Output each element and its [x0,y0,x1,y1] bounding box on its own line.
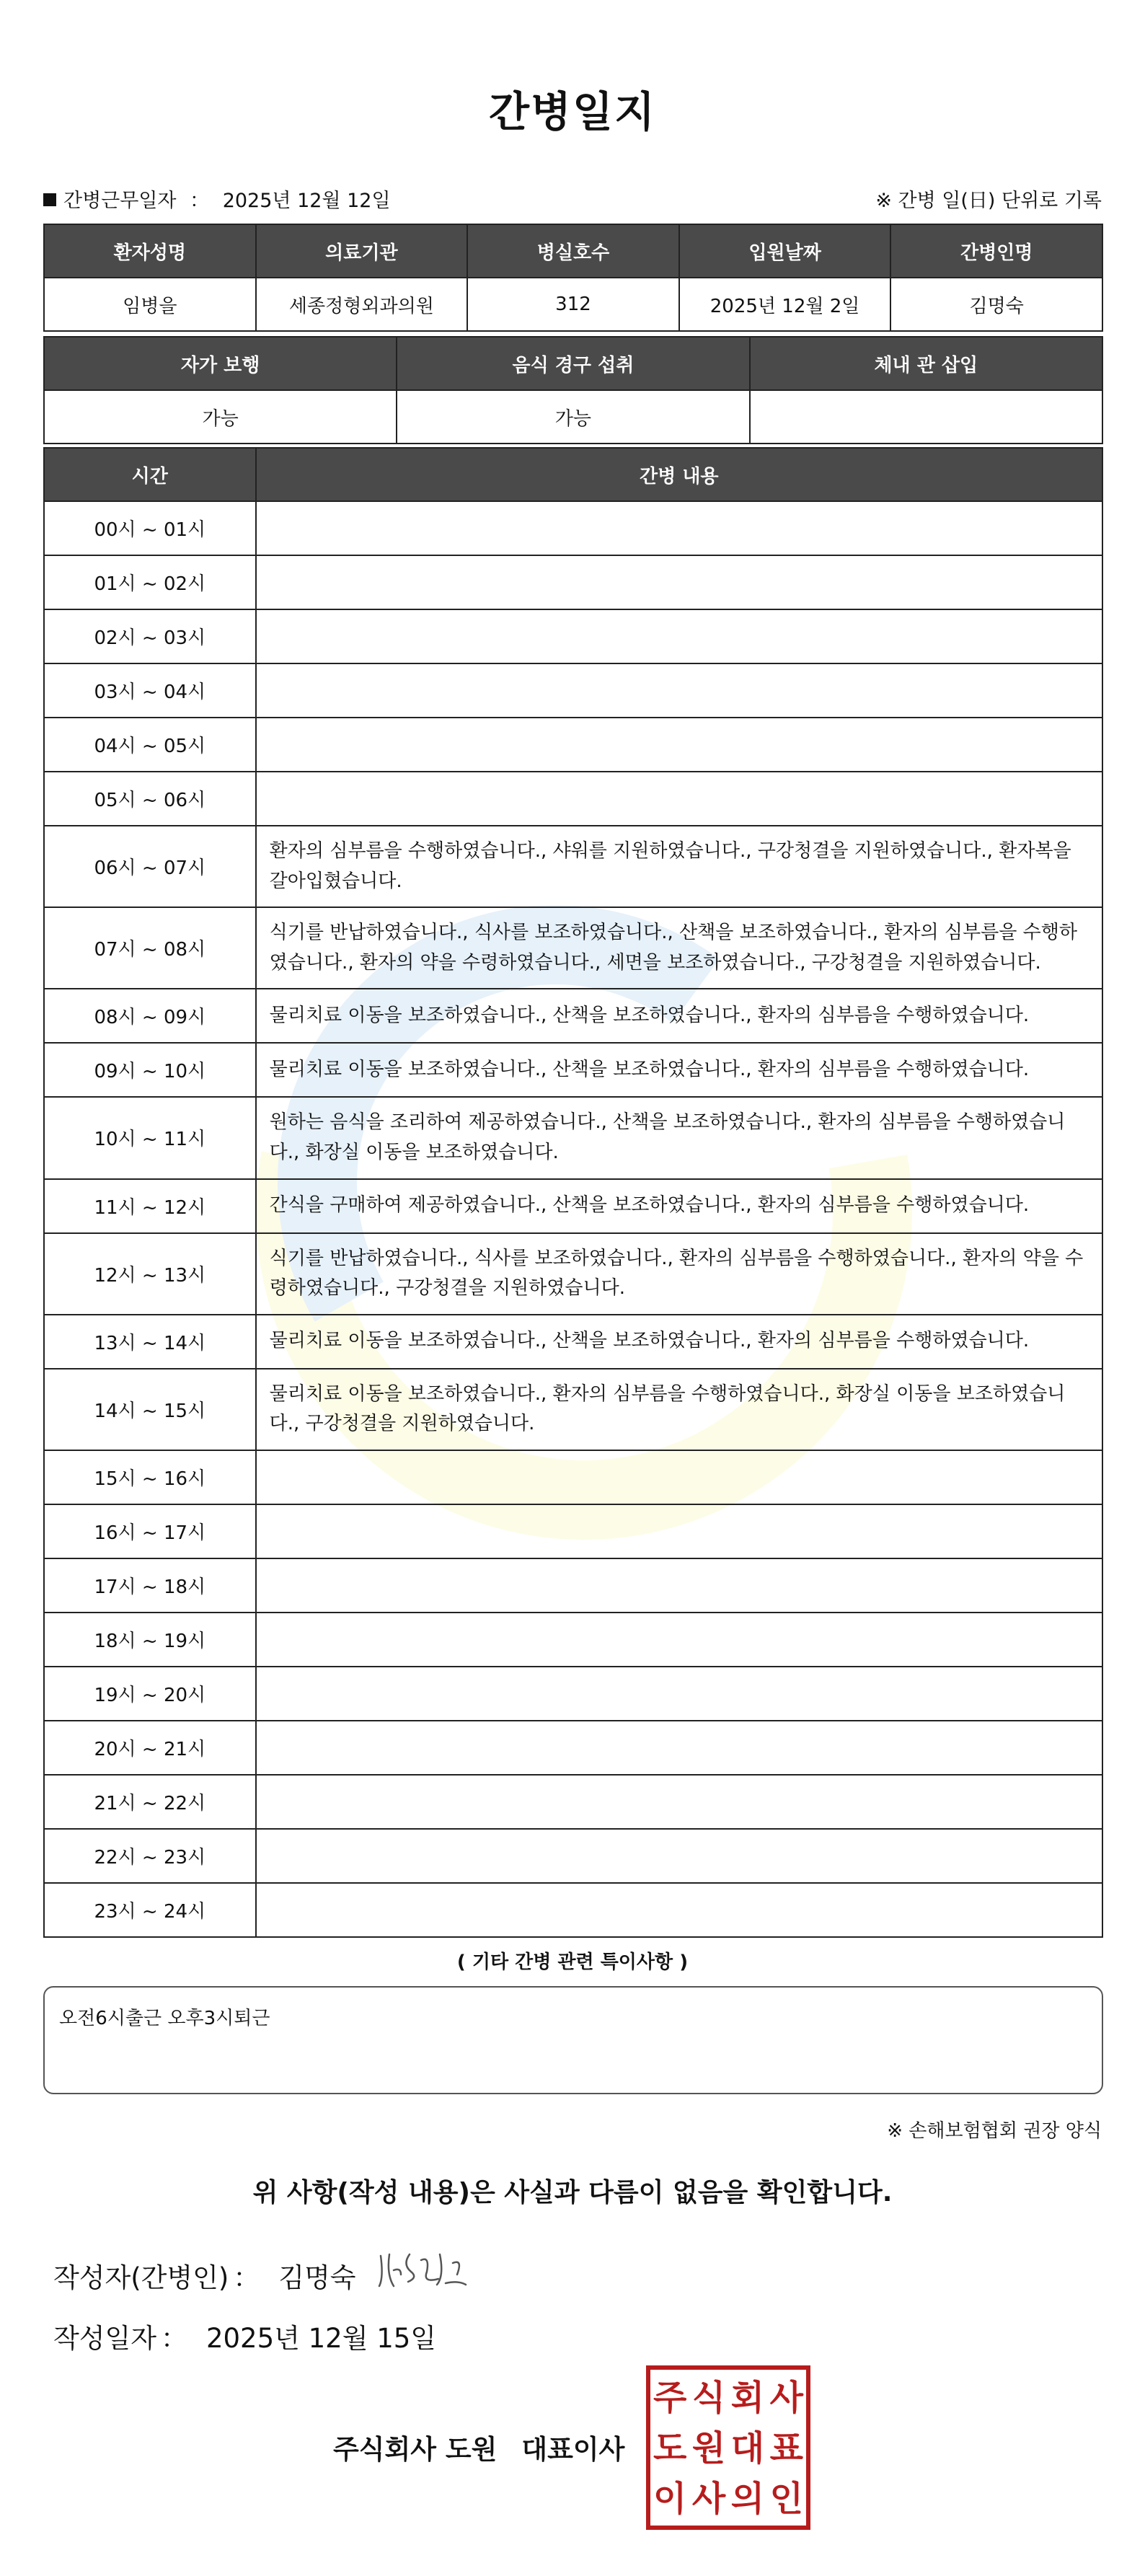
log-content [256,1829,1102,1883]
log-time: 20시 ~ 21시 [44,1721,256,1775]
written-date-label: 작성일자 [53,2323,156,2354]
seal-glyph: 의 [730,2479,765,2519]
written-date-value: 2025년 12월 15일 [205,2323,437,2354]
care-log-header-row [44,448,1102,501]
confirmation-statement: 위 사항(작성 내용)은 사실과 다름이 없음을 확인합니다. [252,2178,893,2207]
writer-name: 김명숙 [278,2262,356,2293]
table-row [44,1613,1102,1667]
header-hospital: 의료기관 [256,224,468,278]
log-time: 15시 ~ 16시 [44,1450,256,1504]
oral-intake-value: 가능 [397,390,749,444]
seal-glyph: 인 [769,2479,803,2519]
table-row [44,907,1102,989]
log-content: 식기를 반납하였습니다., 식사를 보조하였습니다., 환자의 심부름을 수행하였습니다., 환자의 약을 수령하였습니다., 구강청결을 지원하였습니다. [256,1233,1102,1315]
log-content [256,718,1102,772]
written-date-line [53,2316,436,2355]
seal-row [653,2373,803,2423]
form-note: ※ 손해보험협회 권장 양식 [887,2120,1102,2142]
table-row [44,1315,1102,1369]
writer-signature [368,2241,483,2299]
log-time: 06시 ~ 07시 [44,826,256,907]
log-time: 00시 ~ 01시 [44,501,256,555]
care-date-label: 간병근무일자 [63,190,177,212]
care-log-body [44,501,1102,1937]
log-time: 07시 ~ 08시 [44,907,256,989]
log-time: 23시 ~ 24시 [44,1883,256,1937]
table-row [44,555,1102,609]
seal-row [653,2423,803,2474]
log-time: 12시 ~ 13시 [44,1233,256,1315]
writer-label: 작성자(간병인) [53,2262,229,2293]
log-content: 원하는 음식을 조리하여 제공하였습니다., 산책을 보조하였습니다., 환자의 심부름을 수행하였습니다., 화장실 이동을 보조하였습니다. [256,1097,1102,1178]
patient-info-header-row [44,224,1102,278]
written-date-separator: ： [160,2323,187,2354]
log-content: 물리치료 이동을 보조하였습니다., 산책을 보조하였습니다., 환자의 심부름을 수행하였습니다. [256,1315,1102,1369]
log-content [256,555,1102,609]
table-row [44,1558,1102,1613]
company-line [333,2427,624,2466]
care-log-table [43,447,1103,1938]
log-content [256,501,1102,555]
table-row [44,1179,1102,1233]
care-date-line [43,185,391,213]
log-time: 09시 ~ 10시 [44,1043,256,1097]
table-row [44,826,1102,907]
log-time: 08시 ~ 09시 [44,989,256,1043]
log-time: 14시 ~ 15시 [44,1369,256,1450]
square-bullet-icon [43,193,56,206]
header-caregiver-name: 간병인명 [890,224,1102,278]
company-seal [646,2365,810,2530]
log-content [256,1667,1102,1721]
status-value-row [44,390,1102,444]
log-content: 물리치료 이동을 보조하였습니다., 산책을 보조하였습니다., 환자의 심부름을 수행하였습니다. [256,989,1102,1043]
log-content [256,1883,1102,1937]
log-time: 02시 ~ 03시 [44,609,256,663]
seal-glyph: 표 [769,2428,803,2469]
patient-status-table [43,336,1103,444]
header-care-content: 간병 내용 [256,448,1102,501]
self-walking-value: 가능 [44,390,397,444]
table-row [44,1883,1102,1937]
hospital-name: 세종정형외과의원 [256,278,468,331]
notes-box [43,1986,1103,2094]
table-row [44,772,1102,826]
log-time: 05시 ~ 06시 [44,772,256,826]
log-content: 간식을 구매하여 제공하였습니다., 산책을 보조하였습니다., 환자의 심부름을 수행하였습니다. [256,1179,1102,1233]
log-content [256,609,1102,663]
seal-glyph: 회 [730,2378,765,2418]
log-content [256,663,1102,718]
seal-glyph: 원 [691,2428,726,2469]
log-content [256,1775,1102,1829]
log-time: 19시 ~ 20시 [44,1667,256,1721]
unit-note: ※ 간병 일(日) 단위로 기록 [875,190,1102,212]
care-date-separator: ： [190,190,210,212]
log-time: 21시 ~ 22시 [44,1775,256,1829]
seal-glyph: 주 [653,2378,687,2418]
log-time: 18시 ~ 19시 [44,1613,256,1667]
log-content [256,772,1102,826]
log-content: 환자의 심부름을 수행하였습니다., 샤워를 지원하였습니다., 구강청결을 지원하였습니다., 환자복을 갈아입혔습니다. [256,826,1102,907]
admission-date: 2025년 12월 2일 [679,278,891,331]
log-content: 식기를 반납하였습니다., 식사를 보조하였습니다., 산책을 보조하였습니다., 환자의 심부름을 수행하였습니다., 환자의 약을 수령하였습니다., 세면을 보조하였습니다., 구강청결을 지원하였습니다. [256,907,1102,989]
company-name: 주식회사 도원 [333,2434,498,2465]
table-row [44,1097,1102,1178]
log-time: 16시 ~ 17시 [44,1504,256,1558]
log-content [256,1450,1102,1504]
log-time: 13시 ~ 14시 [44,1315,256,1369]
log-time: 22시 ~ 23시 [44,1829,256,1883]
log-time: 11시 ~ 12시 [44,1179,256,1233]
log-time: 10시 ~ 11시 [44,1097,256,1178]
log-content: 물리치료 이동을 보조하였습니다., 환자의 심부름을 수행하였습니다., 화장실 이동을 보조하였습니다., 구강청결을 지원하였습니다. [256,1369,1102,1450]
table-row [44,1043,1102,1097]
status-header-row [44,337,1102,390]
log-time: 03시 ~ 04시 [44,663,256,718]
log-time: 17시 ~ 18시 [44,1558,256,1613]
patient-info-table [43,224,1103,332]
log-time: 01시 ~ 02시 [44,555,256,609]
log-content: 물리치료 이동을 보조하였습니다., 산책을 보조하였습니다., 환자의 심부름을 수행하였습니다. [256,1043,1102,1097]
log-content [256,1558,1102,1613]
seal-glyph: 사 [769,2378,803,2418]
seal-glyph: 도 [653,2428,687,2469]
header-oral-intake: 음식 경구 섭취 [397,337,749,390]
seal-glyph: 식 [691,2378,726,2418]
seal-glyph: 이 [653,2479,687,2519]
notes-heading: ( 기타 간병 관련 특이사항 ) [456,1951,689,1973]
care-date-value: 2025년 12월 12일 [222,190,391,212]
patient-name: 임병을 [44,278,256,331]
table-row [44,1450,1102,1504]
table-row [44,1233,1102,1315]
log-time: 04시 ~ 05시 [44,718,256,772]
tube-insertion-value [750,390,1102,444]
table-row [44,718,1102,772]
writer-separator: ： [233,2262,260,2293]
log-content [256,1613,1102,1667]
log-content [256,1721,1102,1775]
log-content [256,1504,1102,1558]
table-row [44,663,1102,718]
page-title: 간병일지 [488,87,657,136]
header-room-number: 병실호수 [467,224,679,278]
patient-info-value-row [44,278,1102,331]
table-row [44,1504,1102,1558]
table-row [44,1667,1102,1721]
notes-text: 오전6시출근 오후3시퇴근 [59,2008,270,2029]
table-row [44,501,1102,555]
writer-line [53,2256,356,2295]
table-row [44,1721,1102,1775]
seal-glyph: 대 [730,2428,765,2469]
header-patient-name: 환자성명 [44,224,256,278]
header-admission-date: 입원날짜 [679,224,891,278]
header-time: 시간 [44,448,256,501]
seal-row [653,2474,803,2524]
company-title: 대표이사 [521,2434,625,2465]
seal-glyph: 사 [691,2479,726,2519]
caregiver-name: 김명숙 [890,278,1102,331]
table-row [44,1369,1102,1450]
table-row [44,1829,1102,1883]
table-row [44,609,1102,663]
room-number: 312 [467,278,679,331]
header-tube-insertion: 체내 관 삽입 [750,337,1102,390]
header-self-walking: 자가 보행 [44,337,397,390]
table-row [44,989,1102,1043]
table-row [44,1775,1102,1829]
